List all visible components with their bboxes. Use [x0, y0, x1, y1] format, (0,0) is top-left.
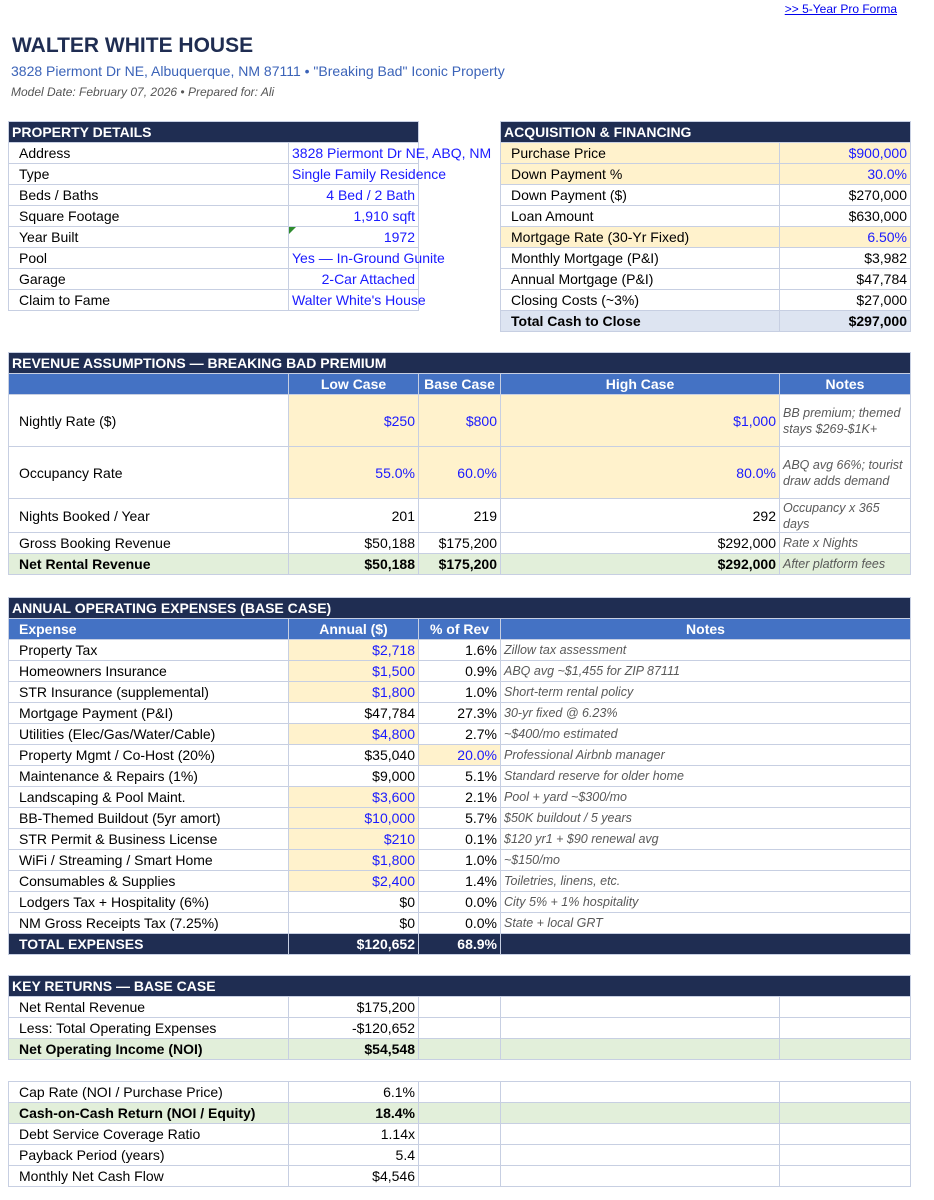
expense-label: STR Permit & Business License [9, 829, 289, 850]
high-case-value[interactable]: 292 [501, 499, 780, 533]
revenue-label: Nights Booked / Year [9, 499, 289, 533]
expense-row [9, 892, 911, 913]
acquisition-value[interactable]: $297,000 [780, 311, 911, 332]
expense-row [9, 787, 911, 808]
notes-col-header: Notes [501, 619, 911, 640]
expense-label: BB-Themed Buildout (5yr amort) [9, 808, 289, 829]
expense-label: WiFi / Streaming / Smart Home [9, 850, 289, 871]
expense-note: Professional Airbnb manager [501, 745, 911, 766]
total-expenses-pct[interactable]: 68.9% [419, 934, 501, 955]
blank-cell [419, 1103, 501, 1124]
model-meta: Model Date: February 07, 2026 • Prepared for: Ali [11, 85, 275, 99]
expense-pct[interactable]: 1.0% [419, 682, 501, 703]
acquisition-row [501, 311, 911, 332]
expense-label: Property Tax [9, 640, 289, 661]
expense-pct[interactable]: 5.1% [419, 766, 501, 787]
returns-value[interactable]: -$120,652 [289, 1018, 419, 1039]
expense-annual[interactable]: $10,000 [289, 808, 419, 829]
expense-annual[interactable]: $2,400 [289, 871, 419, 892]
blank-cell [419, 1166, 501, 1187]
expense-note: 30-yr fixed @ 6.23% [501, 703, 911, 724]
acquisition-label: Total Cash to Close [501, 311, 780, 332]
property-label: Pool [9, 248, 289, 269]
low-case-value[interactable]: $50,188 [289, 554, 419, 575]
returns-header: KEY RETURNS — BASE CASE [9, 976, 911, 997]
property-value[interactable]: Walter White's House [289, 290, 419, 311]
blank-cell [419, 1039, 501, 1060]
acquisition-value[interactable]: 6.50% [780, 227, 911, 248]
blank-cell [501, 1103, 780, 1124]
property-details-header: PROPERTY DETAILS [9, 122, 419, 143]
expense-label: Mortgage Payment (P&I) [9, 703, 289, 724]
blank-cell [780, 1145, 911, 1166]
metric-value[interactable]: $4,546 [289, 1166, 419, 1187]
blank-cell [419, 1018, 501, 1039]
acquisition-row [501, 206, 911, 227]
low-case-value[interactable]: $50,188 [289, 533, 419, 554]
expense-pct[interactable]: 0.9% [419, 661, 501, 682]
expense-annual[interactable]: $1,800 [289, 850, 419, 871]
metric-row [9, 1166, 911, 1187]
expense-annual[interactable]: $0 [289, 913, 419, 934]
comment-indicator-icon [289, 227, 296, 234]
property-row [9, 143, 419, 164]
expense-annual[interactable]: $9,000 [289, 766, 419, 787]
high-case-value[interactable]: 80.0% [501, 447, 780, 499]
blank-cell [419, 1082, 501, 1103]
base-case-value[interactable]: 60.0% [419, 447, 501, 499]
revenue-header: REVENUE ASSUMPTIONS — BREAKING BAD PREMIUM [9, 353, 911, 374]
acquisition-label: Purchase Price [501, 143, 780, 164]
expense-note: Zillow tax assessment [501, 640, 911, 661]
revenue-row [9, 395, 911, 447]
blank-cell [780, 997, 911, 1018]
expense-label: STR Insurance (supplemental) [9, 682, 289, 703]
property-row [9, 248, 419, 269]
expense-pct[interactable]: 2.7% [419, 724, 501, 745]
total-expenses-blank [501, 934, 911, 955]
expense-annual[interactable]: $35,040 [289, 745, 419, 766]
revenue-label: Occupancy Rate [9, 447, 289, 499]
property-value[interactable]: 1972 [289, 227, 419, 248]
expense-note: Short-term rental policy [501, 682, 911, 703]
expense-row [9, 745, 911, 766]
blank-cell [501, 1039, 780, 1060]
property-label: Garage [9, 269, 289, 290]
expense-pct[interactable]: 1.0% [419, 850, 501, 871]
annual-col-header: Annual ($) [289, 619, 419, 640]
expenses-header: ANNUAL OPERATING EXPENSES (BASE CASE) [9, 598, 911, 619]
return-metrics-table [8, 1081, 911, 1187]
high-case-header: High Case [501, 374, 780, 395]
returns-label: Net Rental Revenue [9, 997, 289, 1018]
revenue-label: Nightly Rate ($) [9, 395, 289, 447]
acquisition-label: Down Payment ($) [501, 185, 780, 206]
expense-row [9, 913, 911, 934]
property-row [9, 185, 419, 206]
metric-label: Cash-on-Cash Return (NOI / Equity) [9, 1103, 289, 1124]
blank-cell [419, 997, 501, 1018]
total-expenses-row [9, 934, 911, 955]
revenue-label: Gross Booking Revenue [9, 533, 289, 554]
expense-annual[interactable]: $1,500 [289, 661, 419, 682]
expense-label: Homeowners Insurance [9, 661, 289, 682]
pct-col-header: % of Rev [419, 619, 501, 640]
expense-note: Pool + yard ~$300/mo [501, 787, 911, 808]
returns-row [9, 997, 911, 1018]
revenue-note: Rate x Nights [780, 533, 911, 554]
property-label: Type [9, 164, 289, 185]
property-value[interactable]: Single Family Residence [289, 164, 419, 185]
expense-annual[interactable]: $1,800 [289, 682, 419, 703]
page-title: WALTER WHITE HOUSE [12, 34, 254, 57]
blank-cell [501, 1018, 780, 1039]
metric-row [9, 1103, 911, 1124]
expense-note: $50K buildout / 5 years [501, 808, 911, 829]
revenue-note: Occupancy x 365 days [780, 499, 911, 533]
expense-row [9, 661, 911, 682]
high-case-value[interactable]: $292,000 [501, 533, 780, 554]
blank-cell [419, 1124, 501, 1145]
expense-label: Landscaping & Pool Maint. [9, 787, 289, 808]
property-value[interactable]: Yes — In-Ground Gunite [289, 248, 419, 269]
blank-cell [780, 1103, 911, 1124]
acquisition-row [501, 185, 911, 206]
property-label: Address [9, 143, 289, 164]
blank-cell [780, 1082, 911, 1103]
acquisition-value[interactable]: $270,000 [780, 185, 911, 206]
total-expenses-annual[interactable]: $120,652 [289, 934, 419, 955]
property-label: Square Footage [9, 206, 289, 227]
acquisition-value[interactable]: $47,784 [780, 269, 911, 290]
returns-value[interactable]: $54,548 [289, 1039, 419, 1060]
metric-label: Debt Service Coverage Ratio [9, 1124, 289, 1145]
expense-pct[interactable]: 5.7% [419, 808, 501, 829]
expense-label: Property Mgmt / Co-Host (20%) [9, 745, 289, 766]
low-case-value[interactable]: $250 [289, 395, 419, 447]
blank-cell [780, 1124, 911, 1145]
acquisition-financing-table [500, 121, 911, 332]
page-subtitle: 3828 Piermont Dr NE, Albuquerque, NM 87111 • "Breaking Bad" Iconic Property [11, 63, 505, 79]
property-value[interactable]: 1,910 sqft [289, 206, 419, 227]
expense-annual[interactable]: $2,718 [289, 640, 419, 661]
low-case-header: Low Case [289, 374, 419, 395]
property-value[interactable]: 2-Car Attached [289, 269, 419, 290]
expense-pct[interactable]: 2.1% [419, 787, 501, 808]
acquisition-row [501, 290, 911, 311]
revenue-row [9, 533, 911, 554]
metric-value[interactable]: 6.1% [289, 1082, 419, 1103]
expense-row [9, 640, 911, 661]
acquisition-value[interactable]: 30.0% [780, 164, 911, 185]
metric-value[interactable]: 5.4 [289, 1145, 419, 1166]
revenue-assumptions-table [8, 352, 911, 575]
expense-note: City 5% + 1% hospitality [501, 892, 911, 913]
expense-label: Maintenance & Repairs (1%) [9, 766, 289, 787]
metric-row [9, 1145, 911, 1166]
total-expenses-label: TOTAL EXPENSES [9, 934, 289, 955]
property-row [9, 227, 419, 248]
metric-value[interactable]: 1.14x [289, 1124, 419, 1145]
acquisition-value[interactable]: $630,000 [780, 206, 911, 227]
metric-row [9, 1082, 911, 1103]
expense-pct[interactable]: 0.0% [419, 892, 501, 913]
returns-row [9, 1018, 911, 1039]
revenue-label: Net Rental Revenue [9, 554, 289, 575]
expense-label: Utilities (Elec/Gas/Water/Cable) [9, 724, 289, 745]
blank-cell [780, 1018, 911, 1039]
metric-label: Payback Period (years) [9, 1145, 289, 1166]
expense-note: ABQ avg ~$1,455 for ZIP 87111 [501, 661, 911, 682]
property-row [9, 206, 419, 227]
expense-pct[interactable]: 27.3% [419, 703, 501, 724]
expense-pct[interactable]: 20.0% [419, 745, 501, 766]
expense-label: Lodgers Tax + Hospitality (6%) [9, 892, 289, 913]
low-case-value[interactable]: 201 [289, 499, 419, 533]
property-label: Year Built [9, 227, 289, 248]
metric-value[interactable]: 18.4% [289, 1103, 419, 1124]
acquisition-row [501, 269, 911, 290]
expense-pct[interactable]: 1.6% [419, 640, 501, 661]
operating-expenses-table [8, 597, 911, 955]
pro-forma-link[interactable]: >> 5-Year Pro Forma [784, 2, 897, 16]
acquisition-value[interactable]: $900,000 [780, 143, 911, 164]
blank-cell [501, 1166, 780, 1187]
metric-row [9, 1124, 911, 1145]
revenue-row [9, 447, 911, 499]
metric-label: Monthly Net Cash Flow [9, 1166, 289, 1187]
expense-row [9, 724, 911, 745]
blank-cell [780, 1166, 911, 1187]
base-case-value[interactable]: $800 [419, 395, 501, 447]
expense-pct[interactable]: 0.1% [419, 829, 501, 850]
acquisition-label: Closing Costs (~3%) [501, 290, 780, 311]
expense-annual[interactable]: $210 [289, 829, 419, 850]
expense-annual[interactable]: $47,784 [289, 703, 419, 724]
acquisition-row [501, 227, 911, 248]
property-row [9, 269, 419, 290]
base-case-value[interactable]: $175,200 [419, 554, 501, 575]
acquisition-row [501, 143, 911, 164]
expense-note: State + local GRT [501, 913, 911, 934]
base-case-value[interactable]: 219 [419, 499, 501, 533]
blank-cell [501, 1082, 780, 1103]
returns-label: Net Operating Income (NOI) [9, 1039, 289, 1060]
acquisition-value[interactable]: $3,982 [780, 248, 911, 269]
expense-row [9, 682, 911, 703]
property-row [9, 164, 419, 185]
expense-note: Standard reserve for older home [501, 766, 911, 787]
expense-col-header: Expense [9, 619, 289, 640]
expense-label: Consumables & Supplies [9, 871, 289, 892]
revenue-row [9, 499, 911, 533]
returns-value[interactable]: $175,200 [289, 997, 419, 1018]
revenue-note: BB premium; themed stays $269-$1K+ [780, 395, 911, 447]
expense-pct[interactable]: 0.0% [419, 913, 501, 934]
revenue-blank-header [9, 374, 289, 395]
high-case-value[interactable]: $1,000 [501, 395, 780, 447]
acquisition-row [501, 248, 911, 269]
blank-cell [501, 1124, 780, 1145]
expense-note: ~$400/mo estimated [501, 724, 911, 745]
acquisition-label: Annual Mortgage (P&I) [501, 269, 780, 290]
property-details-table [8, 121, 492, 311]
returns-row [9, 1039, 911, 1060]
high-case-value[interactable]: $292,000 [501, 554, 780, 575]
expense-row [9, 829, 911, 850]
property-value[interactable]: 3828 Piermont Dr NE, ABQ, NM [289, 143, 419, 164]
key-returns-table [8, 975, 911, 1060]
expense-pct[interactable]: 1.4% [419, 871, 501, 892]
property-label: Claim to Fame [9, 290, 289, 311]
base-case-value[interactable]: $175,200 [419, 533, 501, 554]
expense-row [9, 871, 911, 892]
acquisition-label: Loan Amount [501, 206, 780, 227]
expense-annual[interactable]: $3,600 [289, 787, 419, 808]
revenue-note: After platform fees [780, 554, 911, 575]
revenue-note: ABQ avg 66%; tourist draw adds demand [780, 447, 911, 499]
returns-label: Less: Total Operating Expenses [9, 1018, 289, 1039]
low-case-value[interactable]: 55.0% [289, 447, 419, 499]
acquisition-row [501, 164, 911, 185]
metric-label: Cap Rate (NOI / Purchase Price) [9, 1082, 289, 1103]
notes-header: Notes [780, 374, 911, 395]
property-label: Beds / Baths [9, 185, 289, 206]
acquisition-value[interactable]: $27,000 [780, 290, 911, 311]
expense-note: ~$150/mo [501, 850, 911, 871]
acquisition-label: Monthly Mortgage (P&I) [501, 248, 780, 269]
acquisition-label: Down Payment % [501, 164, 780, 185]
property-value[interactable]: 4 Bed / 2 Bath [289, 185, 419, 206]
expense-annual[interactable]: $4,800 [289, 724, 419, 745]
base-case-header: Base Case [419, 374, 501, 395]
expense-label: NM Gross Receipts Tax (7.25%) [9, 913, 289, 934]
blank-cell [501, 997, 780, 1018]
expense-row [9, 766, 911, 787]
property-row [9, 290, 419, 311]
expense-row [9, 808, 911, 829]
expense-row [9, 850, 911, 871]
blank-cell [419, 1145, 501, 1166]
expense-row [9, 703, 911, 724]
revenue-row [9, 554, 911, 575]
expense-note: $120 yr1 + $90 renewal avg [501, 829, 911, 850]
acquisition-header: ACQUISITION & FINANCING [501, 122, 911, 143]
acquisition-label: Mortgage Rate (30-Yr Fixed) [501, 227, 780, 248]
expense-annual[interactable]: $0 [289, 892, 419, 913]
blank-cell [501, 1145, 780, 1166]
expense-note: Toiletries, linens, etc. [501, 871, 911, 892]
blank-cell [780, 1039, 911, 1060]
